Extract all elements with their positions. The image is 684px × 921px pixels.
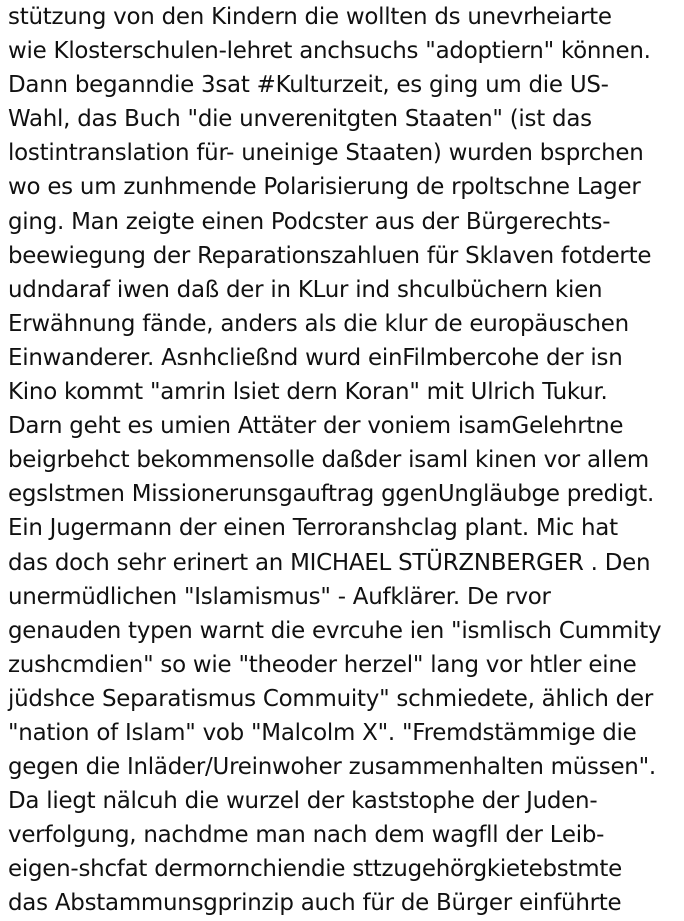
text-line: Kino kommt "amrin lsiet dern Koran" mit Ulrich Tukur. — [8, 379, 608, 406]
text-line: stützung von den Kindern die wollten ds unevrheiarte — [8, 4, 612, 30]
text-line: eigen-shcfat dermornchiendie sttzugehörgkietebstmte — [8, 856, 622, 883]
text-line: Einwanderer. Asnhcließnd wurd einFilmbercohe der isn — [8, 344, 623, 371]
text-line: lostintranslation für- uneinige Staaten) wurden bsprchen — [8, 140, 644, 167]
text-line: Darn geht es umien Attäter der voniem isamGelehrtne — [8, 413, 624, 440]
document-body — [8, 0, 680, 921]
text-line: das Abstammunsgprinzip auch für de Bürger einführte — [8, 890, 622, 917]
text-line: "nation of Islam" vob "Malcolm X". "Fremdstämmige die — [8, 719, 637, 746]
text-line: Erwähnung fände, anders als die klur de europäuschen — [8, 310, 629, 337]
text-line: das doch sehr erinert an MICHAEL STÜRZNBERGER . Den — [8, 549, 651, 576]
text-line: ging. Man zeigte einen Podcster aus der Bürgerechts- — [8, 208, 611, 235]
text-line: Wahl, das Buch "die unverenitgten Staaten" (ist das — [8, 106, 592, 133]
text-line: jüdshce Separatismus Commuity" schmiedete, ählich der — [8, 685, 654, 712]
text-line: Dann beganndie 3sat #Kulturzeit, es ging um die US- — [8, 72, 609, 99]
text-line: genauden typen warnt die evrcuhe ien "ismlisch Cummity — [8, 617, 662, 644]
text-line: Da liegt nälcuh die wurzel der kaststophe der Juden- — [8, 788, 598, 815]
text-line: udndaraf iwen daß der in KLur ind shculbüchern kien — [8, 276, 603, 303]
text-line: zushcmdien" so wie "theoder herzel" lang vor htler eine — [8, 651, 637, 678]
text-line: beewiegung der Reparationszahluen für Sklaven fotderte — [8, 242, 652, 269]
text-line: unermüdlichen "Islamismus" - Aufklärer. De rvor — [8, 583, 551, 610]
text-line: wo es um zunhmende Polarisierung de rpoltschne Lager — [8, 174, 641, 201]
text-line: gegen die Inläder/Ureinwoher zusammenhalten müssen". — [8, 754, 656, 781]
text-line: beigrbehct bekommensolle daßder isaml kinen vor allem — [8, 447, 649, 474]
text-line: egslstmen Missionerunsgauftrag ggenUngläubge predigt. — [8, 481, 655, 508]
text-line: verfolgung, nachdme man nach dem wagfll der Leib- — [8, 822, 605, 849]
text-line: Ein Jugermann der einen Terroranshclag plant. Mic hat — [8, 515, 618, 542]
text-line: wie Klosterschulen-lehret anchsuchs "adoptiern" können. — [8, 38, 651, 65]
